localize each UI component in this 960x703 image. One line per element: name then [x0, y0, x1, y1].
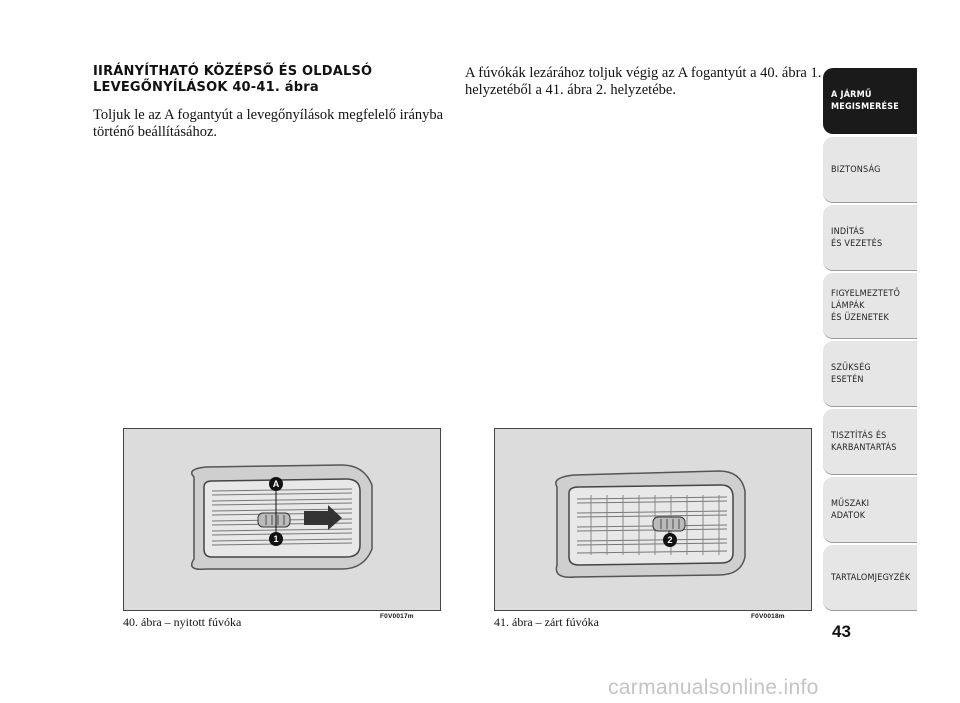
tab-tisztitas-es-karbantartas[interactable] [823, 409, 917, 475]
tab-label-line: ESETÉN [831, 374, 864, 385]
figure-open-vent [123, 428, 441, 611]
tab-inditas-es-vezetes[interactable] [823, 205, 917, 271]
paragraph-1-line-2: történő beállításához. [93, 124, 218, 140]
figure-41-code: F0V0018m [751, 613, 785, 620]
tab-label-line: TARTALOMJEGYZÉK [831, 572, 911, 583]
tab-label-line: LÁMPÁK [831, 300, 865, 311]
watermark: carmanualsonline.info [608, 676, 819, 699]
instruction-paragraph-2 [465, 65, 821, 99]
tab-szukseg-eseten[interactable] [823, 341, 917, 407]
tab-label-line: INDÍTÁS [831, 226, 865, 237]
instruction-paragraph-1 [93, 107, 443, 141]
figure-41-caption: 41. ábra – zárt fúvóka [494, 615, 599, 629]
tab-label-line: ÉS VEZETÉS [831, 238, 883, 249]
figure-closed-vent [494, 428, 812, 611]
tab-label-line: BIZTONSÁG [831, 164, 881, 175]
tab-label-line: ADATOK [831, 510, 866, 521]
section-heading [93, 64, 453, 96]
marker-2-callout [663, 533, 677, 547]
figure-40-code: F0V0017m [380, 613, 414, 620]
heading-line-2: LEVEGŐNYÍLÁSOK 40-41. ábra [93, 80, 319, 95]
marker-1-label: 1 [273, 534, 279, 544]
marker-1-callout [269, 532, 283, 546]
marker-2-label: 2 [667, 535, 673, 545]
tab-muszaki-adatok[interactable] [823, 477, 917, 543]
paragraph-2-line-1: A fúvókák lezárához toljuk végig az A fogantyút a 40. ábra 1. [465, 65, 822, 81]
tab-label-line: SZÜKSÉG [831, 362, 871, 373]
figure-40-caption: 40. ábra – nyitott fúvóka [123, 615, 242, 629]
heading-line-1: IIRÁNYÍTHATÓ KÖZÉPSŐ ÉS OLDALSÓ [93, 64, 373, 79]
open-vent-illustration [124, 429, 440, 610]
tab-label-line: A JÁRMŰ [831, 90, 872, 100]
tab-label-line: MEGISMERÉSE [831, 102, 900, 112]
paragraph-1-line-1: Toljuk le az A fogantyút a levegőnyílások megfelelő irányba [93, 107, 444, 123]
tab-label-line: FIGYELMEZTETŐ [831, 288, 901, 299]
tab-label-line: ÉS ÜZENETEK [831, 312, 889, 323]
tab-label-line: TISZTÍTÁS ÉS [831, 430, 887, 441]
page-number: 43 [832, 622, 851, 641]
tab-biztonsag[interactable] [823, 137, 917, 203]
tab-tartalomjegyzek[interactable] [823, 545, 917, 611]
marker-a-callout [269, 477, 283, 491]
tab-label-line: KARBANTARTÁS [831, 442, 897, 453]
closed-vent-illustration [495, 429, 811, 610]
tab-label-line: MŰSZAKI [831, 498, 870, 509]
tab-figyelmezteto-lampak[interactable] [823, 273, 917, 339]
tab-a-jarmu-megismerese[interactable] [823, 68, 917, 134]
paragraph-2-line-2: helyzetéből a 41. ábra 2. helyzetébe. [465, 82, 676, 98]
marker-a-label: A [272, 479, 280, 489]
